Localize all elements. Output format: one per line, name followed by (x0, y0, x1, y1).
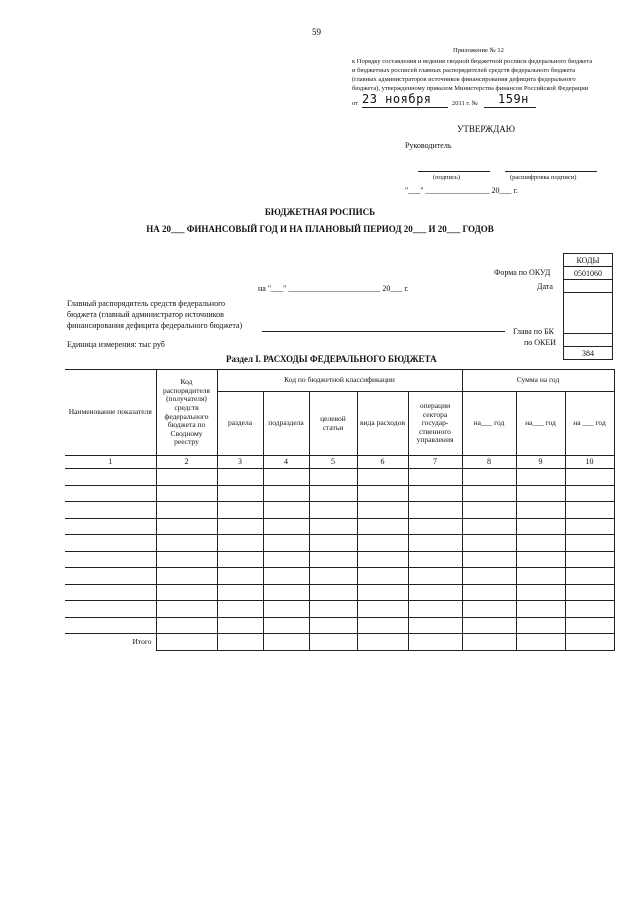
table-row (65, 551, 614, 568)
header-year-2: на___ год (516, 392, 565, 456)
header-year-1: на___ год (462, 392, 516, 456)
table-row (65, 568, 614, 585)
table-row (65, 617, 614, 634)
header-kbk: Код по бюджетной классификации (217, 370, 462, 392)
header-code: Код распорядителя (получателя) средств федерального бюджета по Сводному реестру (156, 370, 217, 456)
total-row (65, 634, 614, 651)
appendix-date-prefix: от (352, 100, 359, 107)
approve-date: "___" ________________ 20___ г. (405, 186, 518, 195)
col-number: 3 (217, 456, 263, 469)
col-number: 6 (357, 456, 408, 469)
col-number: 1 (65, 456, 156, 469)
okud-label: Форма по ОКУД (494, 268, 551, 277)
appendix-line: к Порядку составления и ведения сводной бюджетной росписи федерального бюджета (352, 58, 593, 65)
table-row (65, 584, 614, 601)
col-number: 5 (309, 456, 357, 469)
sign-label: (подпись) (433, 174, 460, 181)
on-date: на "___" _______________________ 20___ г. (258, 284, 409, 293)
total-label: Итого (132, 636, 152, 646)
glava-value (564, 334, 613, 347)
decode-label: (расшифровка подписи) (510, 174, 577, 181)
appendix-line: и бюджетных росписей главных распорядителей средств федерального бюджета (352, 67, 576, 74)
expenses-table (65, 369, 615, 651)
unit-label: Единица измерения: тыс руб (67, 340, 165, 349)
table-row (65, 601, 614, 618)
appendix-line: (главных администраторов источников финансирования дефицита федерального (352, 76, 576, 83)
appendix-line: бюджета), утвержденному приказом Министерства финансов Российской Федерации (352, 85, 589, 92)
header-expense-type: вида расходов (357, 392, 408, 456)
header-year-3: на ___ год (565, 392, 614, 456)
section-title: Раздел I. РАСХОДЫ ФЕДЕРАЛЬНОГО БЮДЖЕТА (226, 354, 437, 364)
table-row (65, 535, 614, 552)
appendix-title: Приложение № 12 (453, 47, 504, 54)
header-operation: операции сектора государ-ственного управления (408, 392, 462, 456)
col-number: 7 (408, 456, 462, 469)
glava-empty (564, 293, 613, 334)
col-number: 10 (565, 456, 614, 469)
table-row (65, 502, 614, 519)
okud-value: 0501060 (564, 267, 613, 280)
distributor-line: финансирования дефицита федерального бюджета) (67, 321, 243, 330)
date-label: Дата (537, 282, 553, 291)
okei-value: 384 (564, 347, 613, 360)
col-number: 8 (462, 456, 516, 469)
glava-label: Глава по БК (513, 327, 554, 336)
appendix-date-handwritten: 23 ноября (362, 92, 432, 106)
col-number: 9 (516, 456, 565, 469)
okei-label: по ОКЕИ (524, 338, 557, 347)
codes-header: КОДЫ (564, 254, 613, 267)
table-row (65, 469, 614, 486)
header-name: Наименование показателя (65, 370, 156, 456)
header-razdel: раздела (217, 392, 263, 456)
approve-head: Руководитель (405, 141, 452, 150)
table-row (65, 518, 614, 535)
appendix-date-year: 2011 г. № (452, 100, 478, 107)
page-number: 59 (312, 27, 321, 37)
date-value (564, 280, 613, 293)
codes-box (563, 253, 613, 360)
distributor-line: бюджета (главный администратор источников (67, 310, 224, 319)
col-number: 2 (156, 456, 217, 469)
header-podrazdel: подраздела (263, 392, 309, 456)
header-sum: Сумма на год (462, 370, 614, 392)
col-number: 4 (263, 456, 309, 469)
appendix-order-handwritten: 159н (498, 92, 529, 106)
distributor-line: Главный распорядитель средств федерального (67, 299, 226, 308)
doc-subtitle: НА 20___ ФИНАНСОВЫЙ ГОД И НА ПЛАНОВЫЙ ПЕРИОД 20___ И 20___ ГОДОВ (146, 224, 494, 234)
approve-title: УТВЕРЖДАЮ (457, 124, 516, 134)
table-row (65, 485, 614, 502)
doc-title: БЮДЖЕТНАЯ РОСПИСЬ (264, 207, 376, 217)
header-target: целевой статьи (309, 392, 357, 456)
